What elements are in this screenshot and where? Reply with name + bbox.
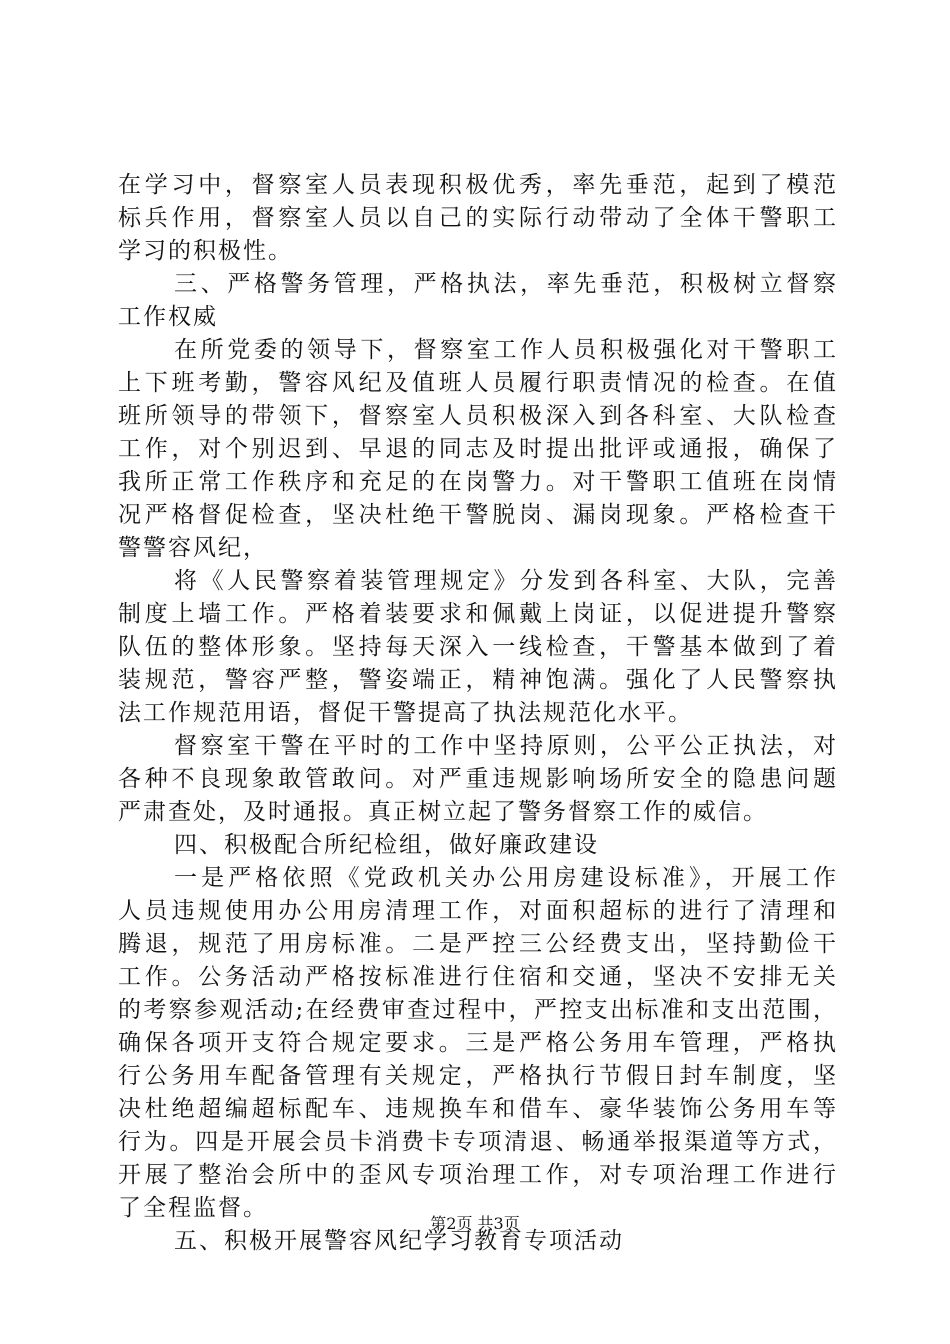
section-heading: 四、积极配合所纪检组，做好廉政建设	[174, 832, 599, 858]
text-line: 一是严格依照《党政机关办公用房建设标准》，开展工作	[174, 865, 838, 891]
text-line: 制度上墙工作。严格着装要求和佩戴上岗证，以促进提升警察	[118, 601, 838, 627]
text-line: 腾退，规范了用房标准。二是严控三公经费支出，坚持勤俭干	[118, 931, 838, 957]
text-line: 的考察参观活动;在经费审查过程中，严控支出标准和支出范围，	[118, 997, 838, 1023]
text-line: 法工作规范用语，督促干警提高了执法规范化水平。	[118, 700, 693, 726]
text-line: 队伍的整体形象。坚持每天深入一线检查，干警基本做到了着	[118, 634, 838, 660]
text-line: 警警容风纪，	[118, 535, 268, 561]
text-line: 行为。四是开展会员卡消费卡专项清退、畅通举报渠道等方式，	[118, 1129, 838, 1155]
text-line: 行公务用车配备管理有关规定，严格执行节假日封车制度，坚	[118, 1063, 838, 1089]
section-heading: 五、积极开展警容风纪学习教育专项活动	[174, 1228, 624, 1254]
text-line: 况严格督促检查，坚决杜绝干警脱岗、漏岗现象。严格检查干	[118, 502, 838, 528]
section-heading: 工作权威	[118, 304, 218, 330]
text-line: 决杜绝超编超标配车、违规换车和借车、豪华装饰公务用车等	[118, 1096, 838, 1122]
section-heading: 三、严格警务管理，严格执法，率先垂范，积极树立督察	[174, 271, 838, 297]
text-line: 在学习中，督察室人员表现积极优秀，率先垂范，起到了模范	[118, 172, 838, 198]
document-body	[118, 169, 838, 1258]
text-line: 开展了整治会所中的歪风专项治理工作，对专项治理工作进行	[118, 1162, 838, 1188]
text-line: 严肃查处，及时通报。真正树立起了警务督察工作的威信。	[118, 799, 768, 825]
text-line: 督察室干警在平时的工作中坚持原则，公平公正执法，对	[174, 733, 838, 759]
text-line: 装规范，警容严整，警姿端正，精神饱满。强化了人民警察执	[118, 667, 838, 693]
text-line: 我所正常工作秩序和充足的在岗警力。对干警职工值班在岗情	[118, 469, 838, 495]
page-number: 第2页 共3页	[430, 1214, 520, 1233]
text-line: 班所领导的带领下，督察室人员积极深入到各科室、大队检查	[118, 403, 838, 429]
text-line: 在所党委的领导下，督察室工作人员积极强化对干警职工	[174, 337, 838, 363]
text-line: 人员违规使用办公用房清理工作，对面积超标的进行了清理和	[118, 898, 838, 924]
text-line: 了全程监督。	[118, 1195, 268, 1221]
text-line: 工作。公务活动严格按标准进行住宿和交通，坚决不安排无关	[118, 964, 838, 990]
text-line: 确保各项开支符合规定要求。三是严格公务用车管理，严格执	[118, 1030, 838, 1056]
text-line: 将《人民警察着装管理规定》分发到各科室、大队，完善	[174, 568, 838, 594]
text-line: 各种不良现象敢管敢问。对严重违规影响场所安全的隐患问题	[118, 766, 838, 792]
text-line: 工作，对个别迟到、早退的同志及时提出批评或通报，确保了	[118, 436, 838, 462]
text-line: 标兵作用，督察室人员以自己的实际行动带动了全体干警职工	[118, 205, 838, 231]
text-line: 学习的积极性。	[118, 238, 293, 264]
text-line: 上下班考勤，警容风纪及值班人员履行职责情况的检查。在值	[118, 370, 838, 396]
